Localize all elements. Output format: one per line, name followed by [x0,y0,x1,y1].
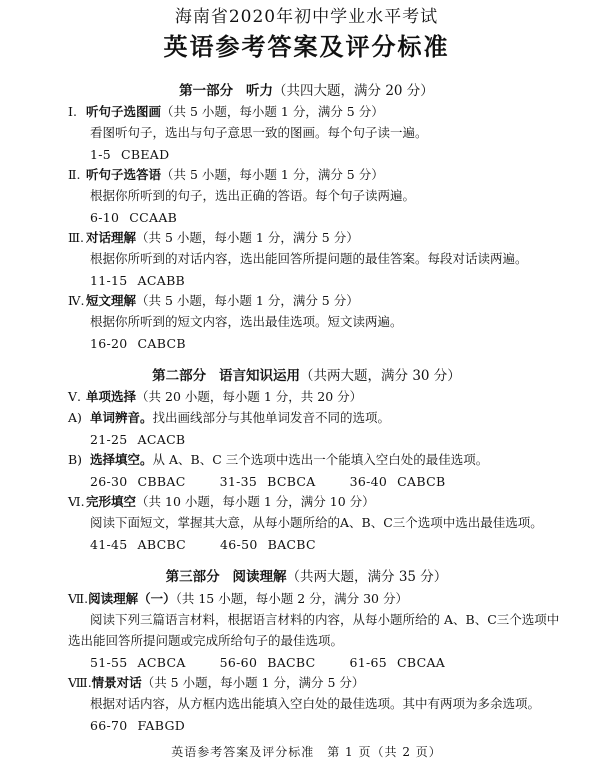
part1-number: 第一部分 [179,83,234,99]
section-3-name: 对话理解 [86,230,137,245]
section-6-heading [68,494,375,510]
part2-heading [0,367,613,385]
section-1-number: Ⅰ. [68,104,77,119]
section-6-score: （共 10 小题，每小题 1 分，满分 10 分） [136,494,375,509]
answer-row [90,474,479,490]
section-7-score: （共 15 小题，每小题 2 分，满分 30 分） [175,591,408,606]
section-4-instruction: 根据你所听到的短文内容，选出最佳选项。短文读两遍。 [90,314,403,329]
section-3-number: Ⅲ. [68,230,85,245]
answer-row [90,210,177,226]
answer-range: 21-25 [90,432,128,447]
answer-key: FABGD [137,718,186,733]
answer-range: 61-65 [349,655,388,670]
section-6-number: Ⅵ. [68,494,85,509]
subsection-a-name: 单词辨音。 [90,410,153,425]
answer-range: 46-50 [220,537,258,552]
subsection-b-heading [68,452,488,468]
subsection-a-heading [68,410,390,426]
answer-row [90,655,479,671]
answer-row [90,336,186,352]
answer-range: 51-55 [90,655,128,670]
section-8-heading [68,675,364,691]
answer-key: ACABB [137,273,186,288]
answer-range: 11-15 [90,273,128,288]
section-5-name: 单项选择 [86,389,137,404]
answer-row [90,147,169,163]
section-3-heading [68,230,359,246]
section-4-name: 短文理解 [86,293,137,308]
answer-range: 41-45 [90,537,128,552]
answer-range: 6-10 [90,210,120,225]
subsection-a-instruction: 找出画线部分与其他单词发音不同的选项。 [152,410,391,425]
section-1-instruction: 看图听句子，选出与句子意思一致的图画。每个句子读一遍。 [90,125,428,140]
part1-note: （共四大题，满分 20 分） [273,83,434,99]
answer-key: BCBCA [267,474,316,489]
answer-range: 56-60 [219,655,258,670]
exam-title: 海南省2020年初中学业水平考试 [174,7,439,27]
part2-number: 第二部分 [152,368,207,384]
answer-range: 1-5 [90,147,112,162]
section-3-instruction: 根据你所听到的对话内容，选出能回答所提问题的最佳答案。每段对话读两遍。 [90,251,528,266]
section-2-heading [68,167,384,183]
section-4-heading [68,293,359,309]
section-8-score: （共 5 小题，每小题 1 分，满分 5 分） [141,675,365,690]
answer-row [90,273,185,289]
answer-key: ACACB [137,432,186,447]
part2-note: （共两大题，满分 30 分） [300,368,461,384]
section-1-heading [68,104,384,120]
part3-heading [0,568,613,586]
section-5-score: （共 20 小题，每小题 1 分，共 20 分） [136,389,363,404]
part3-number: 第三部分 [165,569,220,585]
section-8-name: 情景对话 [91,675,142,690]
answer-key: BACBC [267,655,316,670]
section-5-heading [68,389,362,405]
section-6-instruction: 阅读下面短文，掌握其大意，从每小题所给的A、B、C三个选项中选出最佳选项。 [90,515,543,530]
answer-range: 16-20 [90,336,128,351]
page-footer: 英语参考答案及评分标准 第 1 页（共 2 页） [171,745,442,759]
answer-range: 26-30 [90,474,128,489]
section-8-instruction: 根据对话内容，从方框内选出能填入空白处的最佳选项。其中有两项为多余选项。 [90,696,541,711]
subsection-a-label: A) [68,410,82,425]
section-7-instruction-cont: 选出能回答所提问题或完成所给句子的最佳选项。 [68,633,344,648]
answer-row [90,718,185,734]
section-7-heading [68,591,408,607]
section-6-name: 完形填空 [86,494,137,509]
part1-heading [0,82,613,100]
section-4-number: Ⅳ. [68,293,85,308]
document-subtitle: 英语参考答案及评分标准 [163,32,450,61]
section-7-name: 阅读理解（一） [88,591,176,606]
section-3-score: （共 5 小题，每小题 1 分，满分 5 分） [136,230,359,245]
section-2-instruction: 根据你所听到的句子，选出正确的答语。每个句子读两遍。 [90,188,416,203]
subsection-b-name: 选择填空。 [90,452,153,467]
answer-key: CBBAC [137,474,186,489]
answer-key: CCAAB [129,210,178,225]
answer-key: CABCB [397,474,446,489]
answer-range: 36-40 [349,474,388,489]
part2-name: 语言知识运用 [219,368,301,384]
answer-key: BACBC [267,537,316,552]
subsection-b-label: B) [68,452,83,467]
section-5-number: Ⅴ. [68,389,82,404]
part3-name: 阅读理解 [232,569,287,585]
section-1-name: 听句子选图画 [86,104,162,119]
answer-range: 31-35 [219,474,258,489]
subsection-b-instruction: 从 A、B、C 三个选项中选出一个能填入空白处的最佳选项。 [152,452,489,467]
section-2-score: （共 5 小题，每小题 1 分，满分 5 分） [161,167,384,182]
answer-key: ACBCA [137,655,186,670]
section-4-score: （共 5 小题，每小题 1 分，满分 5 分） [136,293,359,308]
answer-row [90,432,185,448]
answer-key: CABCB [137,336,186,351]
section-2-number: Ⅱ. [68,167,81,182]
answer-key: ABCBC [137,537,187,552]
answer-row [90,537,350,553]
section-2-name: 听句子选答语 [86,167,162,182]
answer-range: 66-70 [90,718,128,733]
section-1-score: （共 5 小题，每小题 1 分，满分 5 分） [161,104,384,119]
section-7-instruction: 阅读下列三篇语言材料，根据语言材料的内容，从每小题所给的 A、B、C三个选项中 [90,612,560,627]
section-7-number: Ⅶ. [68,591,89,606]
answer-key: CBCAA [397,655,446,670]
section-8-number: Ⅷ. [68,675,92,690]
part1-name: 听力 [246,83,274,99]
part3-note: （共两大题，满分 35 分） [286,569,448,585]
answer-key: CBEAD [121,147,170,162]
